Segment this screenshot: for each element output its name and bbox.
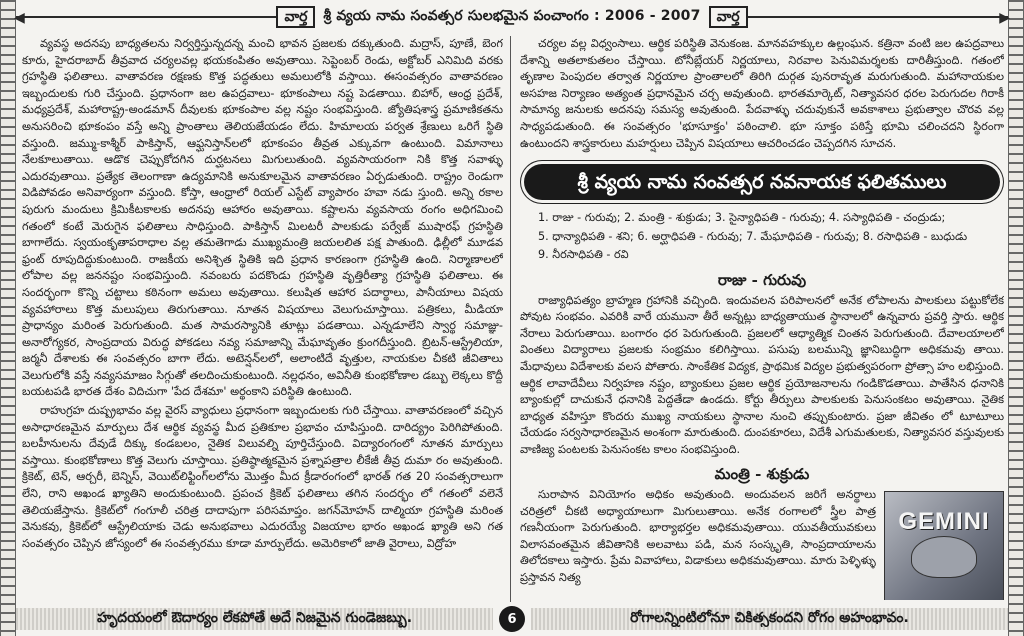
navanayaka-list-line: 5. ధాన్యాధిపతి - శని; 6. అర్ఘాధిపతి - గురువు; 7. మేఘాధిపతి - గురువు; 8. రసాధిపతి - బుధుడు: [538, 229, 968, 243]
footer-quote-right: రోగాలన్నింటిలోనూ చికిత్సకందని రోగం అహంభావం.: [531, 608, 1008, 630]
column-divider: [510, 36, 511, 602]
section-heading-mantri: మంత్రి - శుక్రుడు: [714, 465, 810, 484]
ad-brand-text: GEMINI: [898, 507, 990, 535]
left-column: [22, 36, 503, 600]
right-intro-paragraph: చర్యల వల్ల విధ్వంసాలు. ఆర్థిక పరిస్థితి వెనుకంజ. మానవహక్కుల ఉల్లంఘన. కత్రినా వంటి జల ఉపద్రవాలు దేశాన్ని అతలాకుతలం చేస్తాయి. టోనీబ్లేయర్ నిర్ణయాలు, నిరవాల పెనువిమర్శలకు దారితీస్తుంది. గతంలో తృణాల పెంపుదల తర్వాత నిర్ణయాల ప్రాంతాలలో తిరిగి దుర్గత పునరావృత మరుగుతుంది. మహానాయకుల అసహజ నిర్యాణం అత్యంత ప్రధానమైన చర్చ అవుతుంది. భారతమార్కెట్, నిత్యావసర ధరల పెరుగుదల గిరాకీ సామాన్య జనులకు అదనపు సమస్య అవుతుంది. పేదవాళ్ళు చదువుకునే అవకాశాలు ప్రభుత్వాల చొరవ వల్ల సాధ్యపడుతుంది. ఈ సంవత్సరం 'భూసూక్తం' పఠించాలి. భూ సూక్తం పఠిస్తే భూమి చలించదని స్థిరంగా ఉంటుందని శాస్త్రకారులు మహర్షులు చెప్పిన విషయాలు ఆచరించడం చెప్పదగిన సూచన.: [520, 37, 1004, 150]
arrow-left-icon: ◀: [14, 10, 25, 26]
page-number: 6: [499, 606, 525, 632]
navanayaka-list-line: 9. నీరసాధిపతి - రవి: [538, 248, 629, 262]
section-heading-raju: రాజు - గురువు: [717, 270, 807, 289]
arrow-right-icon: ▶: [999, 10, 1010, 26]
footer-quote-left: హృదయంలో ఔదార్యం లేకపోతే అదే నిజమైన గుండెజబ్బు.: [16, 608, 493, 630]
page-header: [16, 4, 1008, 30]
advertisement-image: [884, 491, 1004, 600]
navanayaka-list-line: 1. రాజు - గురువు; 2. మంత్రి - శుక్రుడు; 3. సైన్యాధిపతి - గురువు; 4. సస్యాధిపతి - చంద్రుడు;: [538, 211, 946, 225]
decorative-border-right: [1008, 0, 1024, 636]
ad-figure-icon: [911, 536, 977, 578]
page-footer: [16, 604, 1008, 634]
right-column: [520, 36, 1004, 600]
section-banner: శ్రీ వ్యయ నామ సంవత్సర నవనాయక ఫలితములు: [524, 164, 1000, 200]
left-paragraph-1: వ్యవస్థ అదనపు బాధ్యతలను నిర్వర్తిస్తున్నదన్న మంచి భావన ప్రజలకు దక్కుతుంది. మద్రాస్, పూణే, బెంగ కూరు, హైదరాబాద్ తీవ్రవాద చర్యలవల్ల భయకంపితం అవుతాయి. సెప్టెంబర్ రెండు, అక్టోబర్ ఎనిమిది వరకు గ్రహస్థితి ఫలితాలు. వాతావరణ రక్షణకు కొత్త పద్ధతులు అమలులోకి వస్తాయి. ఈసంవత్సరం వాతావరణం ఇబ్బందులకు గురి చేస్తుంది. ప్రధానంగా జల ఉపద్రవాలు- భూకంపాలు నష్ట పెడతాయి. బిహార్, ఆంధ్ర ప్రదేశ్, మధ్యప్రదేశ్, మహారాష్ట్ర-అండమాన్ దీవులకు భూకంపాల వల్ల నష్టం సంభవిస్తుంది. జ్యోతిషశాస్త్ర ప్రమాణికతను అనుసరించి భూకంపం వస్తే అన్ని ప్రాంతాలు తెలియజేయడం లేదు. హిమాలయ పర్వత శ్రేణులు ఒరిగే స్థితి వస్తుంది. జమ్ము-కాశ్మీర్ పాకిస్తాన్, ఆఫ్ఘనిస్తాన్‌లలో భూకంపం తీవ్రత ఎక్కువగా ఉంటుంది. విమానాలు నేలకూలుతాయి. ఆడొక చెప్పుకోదగిన దుర్ఘటనలు మిగులుతుంది. వ్యవసాయరంగా నికి కొత్త సవాళ్ళు ఎదురవుతాయి. ప్రత్యేక తెలంగాణా ఉద్యమానికి అనుకూలమైన వాతావరణం ఏర్పడుతుంది. రాష్ట్రం రెండుగా విడిపోవడం అనివార్యంగా వస్తుంది. కోస్తా, ఆంధ్రాలో రియల్ ఎస్టేట్ వ్యాపారం హవా నడు స్తుంది. అన్ని రకాల పురుగు మందులు క్రిమికీటకాలకు అదనపు ఆహారం అవుతాయి. కష్టాలను వ్యవసాయ రంగం అధిగమించి గతంలో కంటే మెరుగైన ఫలితాలు సాధిస్తుంది. పాకిస్తాన్ మిలటరీ పాలకుడు పర్వేజ్ ముషారఫ్ గ్రహస్థితి బాగాలేదు. స్వయంకృతాపరాధాల వల్ల తమతెగాడు ముఖ్యమంత్రి జయలలిత పక్ష పాతుంది. ఢిల్లీలో మూడవ ఫ్రంట్ రూపుదిద్దుకుంటుంది. రాజకీయ అనిశ్చిత స్థితికి ఇది ప్రధాన కారణంగా గ్రహస్థితి ఉంది. నిర్మాణాలలో లోపాల వల్ల జననష్టం సంభవిస్తుంది. నవంబరు పదకొండు గ్రహస్థితి వృత్తిరీత్యా గ్రహస్థితి ఫలితాలు. ఈ సందర్భంగా కొన్ని చట్టాలు కఠినంగా అమలు అవుతాయి. కలుషిత ఆహార పదార్థాలు, పానీయాలు విషయ వ్యవహారాలు కొత్త మలుపులు తిరుగుతాయి. నూతన విషయాలు వెలుగుచూస్తాయి. పత్రికలు, మీడియా ప్రాధాన్యం మరింత పెరుగుతుంది. మత సామరస్యానికి తూట్లు పడతాయి. ఎన్నడూలేని స్వార్థ సమాజ్ఞు-అనారోగ్యకర, సాంప్రదాయ విరుద్ధ పోకడలు నవ్య సమాజాన్ని మేఘావృతం క్రుంగదీస్తుంది. బ్రిటన్-ఆస్ట్రేలియా, జర్మనీ దేశాలకు ఈ సంవత్సరం బాగా లేదు. అటెన్షన్‌లలో, అలాంటిదే వృత్తుల, నాయకుల చీకటి జీవితాలు వెలుగులోకి వస్తే నవ్యసమాజం సిగ్గుతో తలదించుకుంటుంది. నల్లధనం, అవినీతి కుంభకోణాల డబ్బు లెక్కలు కొద్దీ బయటపడి భారత దేశం విదిచుగా 'పేద దేశమా' అర్థంకాని పరిస్థితి ఉంటుంది.: [22, 37, 503, 399]
decorative-border-left: [0, 0, 16, 636]
section-text-raju: రాజ్యాధిపత్యం బ్రాహ్మణ గ్రహానికి వచ్చింది. ఇందువలన పరిపాలనలో అనేక లోపాలను పాలకులు పట్టుకోలేక పోవుట సంభవం. ఎవరికి వారే యమునా తీరే అన్నట్లు బాధ్యతాయుత స్థానాలలో ఉన్నవారు ప్రవర్తి స్తారు. ఆర్థిక నేరాలు పెరుగుతాయి. బంగారం ధర పెరుగుతుంది. ప్రజలలో ఆధ్యాత్మిక చింతన పెరుగుతుంది. దేవాలయాలలో వింతలు విద్యారాలు ప్రజలకు సంభ్రమం కలిగిస్తాయి. పసుపు బలమున్ని జ్ఞానిబుద్ధిగా అధికమవు తాయి. మేధావులు విదేశాలకు వలస పోతారు. సాంకేతిక విద్యక, ప్రాథమిక విద్యల ప్రభుత్వపరంగా ప్రోత్సా హం లభిస్తుంది. ఆర్థిక లావాదేవీలు నిర్వహణ నష్టం, బ్యాంకులు ప్రజల ఆర్థిక ప్రయోజనాలను గండికొడతాయి. పాతేసిన ధనానికి బ్యాంకుల్లో దాచుకునే ధనానికి పెద్దతేడా ఉండదు. కోర్టు తీర్పులు పాలకులకు పెనుసంకటం అవుతాయి. నైతిక బాధ్యత వహిస్తూ కొందరు ముఖ్య నాయకులు స్థానాల నుంచి తప్పుకుంటారు. ప్రజా జీవితం లో టూటూలు చేయడం సర్వసాధారణమైన అంశంగా మారుతుంది. దుంపకూరలు, విదేశీ ఎగుమతులకు, నిత్యావసర వస్తువులకు వాణిజ్య పంటలకు పెనుసంకట కాలం సంభవిస్తుంది.: [520, 293, 1004, 456]
logo-right: వార్త: [709, 6, 748, 28]
left-paragraph-2: రాహుగ్రహ దుష్ప్రభావం వల్ల వైరస్ వ్యాధులు ప్రధానంగా ఇబ్బందులకు గురి చేస్తాయి. వాతావరణంలో వచ్చిన అసాధారణమైన మార్పులు దేశ ఆర్థిక వ్యవస్థ మీద ప్రతికూల ప్రభావం చూపిస్తుంది. దారిద్య్రం పెరిగిపోతుంది. బలహీనులను దేవుడే దిక్కు కండబలం, నైతిక విలువల్ని పూర్తిచేస్తుంది. విద్యారంగంలో నూతన మార్పులు వస్తాయి. కుంభకోణాలు కొత్త వెలుగు చూస్తాయి. ప్రతిష్ఠాత్మకమైన ప్రశ్నాపత్రాల లీకేజీ తీవ్ర దుమా రం అవుతుంది. క్రికెట్, టెన్, ఆర్చరీ, బెన్నిస్, వెయిట్‌లిఫ్టింగ్‌లలోను మొత్తం మీద క్రీడారంగంలో భారత్ గత 20 సంవత్సరాలుగా లేని, రాని అఖండ ఖ్యాతిని అందుకుంటుంది. ప్రపంచ క్రికెట్ ఫలితాలు తగిన సందర్భం లో గతంలో వలెనే తెలియజేస్తాను. క్రికెట్‌లో గంగూలీ చరిత్ర దాదాపుగా పరిసమాప్తం. జగన్‌మోహన్ దాల్మియా గ్రహస్థితి మరింత వెనుకవు, క్రికెట్‌లో ఆస్ట్రేలియాకు చెడు అనుభవాలు ఎదురయ్యే విజయాల భారం అఖండ ఖ్యాతి అని గత సంవత్సరం చెప్పిన జోస్యంలో ఈ సంవత్సరము కూడా మార్పులేదు. అమెరికాలో జాతి వైరాలు, విద్రోహ: [22, 404, 503, 550]
logo-left: వార్త: [276, 6, 315, 28]
page-title: శ్రీ వ్యయ నామ సంవత్సర సులభమైన పంచాంగం : 2006 - 2007: [315, 8, 708, 27]
section-text-mantri: సురాపాన వినియోగం అధికం అవుతుంది. అందువలన జరిగే అనర్థాలు చరిత్రలో చీకటి అధ్యాయాలుగా మిగులుతాయి. అనేక రంగాలలో స్త్రీల పాత్ర గణనీయంగా పెరుగుతుంది. భార్యాభర్తల అధికమవుతాయి. యువతీయువకులు విలాసవంతమైన జీవితానికి అలవాటు పడి, మన సంస్కృతి, సాంప్రదాయాలను తిలోదకాలు ఇస్తారు. ప్రేమ వివాహాలు, విడాకులు అధికమవుతాయి. మారు పెళ్ళిళ్ళు ప్రస్తావన నిత్య: [520, 488, 876, 585]
